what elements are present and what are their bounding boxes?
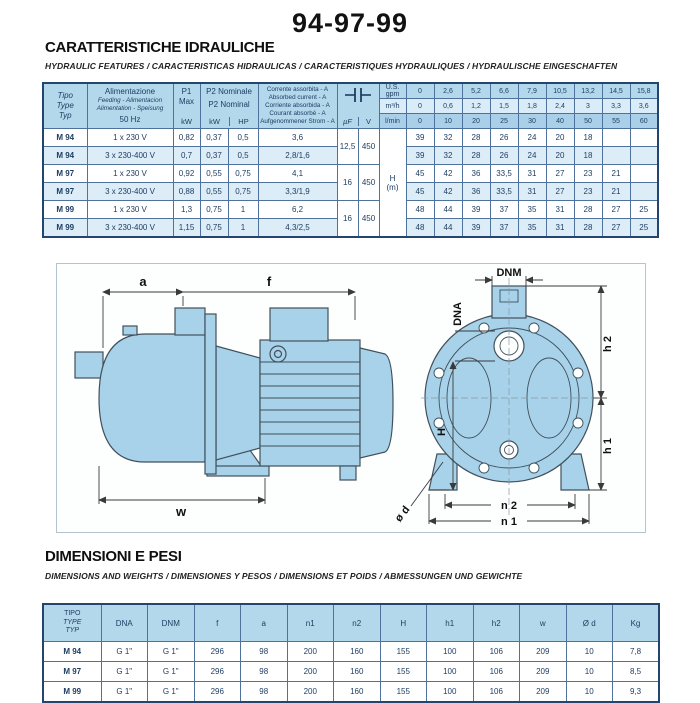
col-tipo	[43, 83, 87, 129]
model-cell: M 94	[43, 147, 87, 165]
cell: 3,3/1,9	[258, 183, 337, 201]
cell: 26	[490, 147, 518, 165]
cell: 28	[574, 201, 602, 219]
cell: 1,3	[173, 201, 200, 219]
cell: 100	[427, 642, 474, 662]
cell: 39	[462, 219, 490, 238]
cell: 21	[602, 183, 630, 201]
flow-value: 5,2	[463, 84, 490, 99]
cell: 7,8	[613, 642, 660, 662]
flow-value: 7,9	[519, 84, 546, 99]
cell: 10	[566, 662, 613, 682]
header-label: Tipo	[57, 91, 73, 100]
dim-label-f: f	[266, 274, 272, 289]
col-flow-7	[602, 83, 630, 129]
pump-drawing	[57, 264, 645, 532]
header-label: Aufgenommener Strom - A	[260, 117, 335, 125]
header-label: TYP	[65, 627, 80, 635]
flow-value: 15,8	[631, 84, 658, 99]
header-label: kW	[201, 117, 230, 126]
cell: G 1"	[148, 662, 195, 682]
flow-value: 10,5	[547, 84, 574, 99]
cell: 450	[358, 129, 379, 165]
cell: 9,3	[613, 682, 660, 703]
cell: 200	[287, 682, 334, 703]
cell: 296	[194, 662, 241, 682]
cell: 21	[602, 165, 630, 183]
flow-value: 0	[407, 84, 434, 99]
flow-value: 60	[631, 114, 658, 128]
cell: 1 x 230 V	[87, 165, 173, 183]
header-label: P1 Max	[178, 87, 195, 106]
col-h2: h2	[473, 604, 520, 642]
cell: 31	[518, 165, 546, 183]
cell: 44	[434, 201, 462, 219]
cell: 45	[406, 183, 434, 201]
cell: 98	[241, 642, 288, 662]
cell: 3 x 230-400 V	[87, 147, 173, 165]
model-cell: M 97	[43, 183, 87, 201]
header-label: Corrente assorbita - A	[266, 86, 329, 94]
cell: 0,37	[200, 147, 228, 165]
cell: 3 x 230-400 V	[87, 219, 173, 238]
flow-value: 55	[603, 114, 630, 128]
cell: 4,1	[258, 165, 337, 183]
cell: 45	[406, 165, 434, 183]
flow-value: 1,5	[491, 99, 518, 114]
cell: 1	[228, 219, 258, 238]
cell: 20	[546, 129, 574, 147]
cell: G 1"	[101, 642, 148, 662]
flow-value: 1,2	[463, 99, 490, 114]
cell: 0,92	[173, 165, 200, 183]
header-label: Alimentazione	[104, 86, 156, 96]
head-label: (m)	[386, 182, 399, 192]
header-label: l/min	[380, 114, 406, 128]
header-label: Type	[56, 101, 74, 110]
model-cell: M 99	[43, 201, 87, 219]
cell: 3 x 230-400 V	[87, 183, 173, 201]
cell: 27	[546, 165, 574, 183]
col-flow-4	[518, 83, 546, 129]
cell: 1 x 230 V	[87, 129, 173, 147]
flow-value: 0,6	[435, 99, 462, 114]
cell: 18	[574, 147, 602, 165]
cell	[630, 183, 658, 201]
flow-value: 3,6	[631, 99, 658, 114]
cell: 296	[194, 682, 241, 703]
header-label: Absorbed current - A	[268, 94, 327, 102]
cell: 98	[241, 682, 288, 703]
pump-side-view	[75, 308, 393, 480]
flow-value: 50	[575, 114, 602, 128]
col-f: f	[194, 604, 241, 642]
cell: 35	[518, 219, 546, 238]
cell: 44	[434, 219, 462, 238]
cell: 0,75	[200, 219, 228, 238]
cell: 0,7	[173, 147, 200, 165]
cell: G 1"	[148, 682, 195, 703]
header-label: m³/h	[380, 99, 406, 114]
cell: 20	[546, 147, 574, 165]
table-row	[43, 201, 658, 219]
col-capacitor	[337, 83, 379, 129]
cell: 200	[287, 642, 334, 662]
cell: 450	[358, 165, 379, 201]
flow-value: 1,8	[519, 99, 546, 114]
flow-value: 3	[575, 99, 602, 114]
cell: 10	[566, 642, 613, 662]
cell: 106	[473, 642, 520, 662]
cell: 1 x 230 V	[87, 201, 173, 219]
flow-value: 10	[435, 114, 462, 128]
hydraulics-table	[42, 82, 659, 238]
cell: 6,2	[258, 201, 337, 219]
cell: 26	[490, 129, 518, 147]
head-label: H	[389, 173, 396, 183]
cell	[602, 147, 630, 165]
technical-drawing-panel	[56, 263, 646, 533]
header-row	[43, 83, 658, 129]
col-n2: n2	[334, 604, 381, 642]
cell: 48	[406, 201, 434, 219]
cell: 37	[490, 219, 518, 238]
cell: 0,37	[200, 129, 228, 147]
flow-value: 30	[519, 114, 546, 128]
flow-value: 2,4	[547, 99, 574, 114]
col-flow-5	[546, 83, 574, 129]
cell: G 1"	[148, 642, 195, 662]
cell: 0,55	[200, 183, 228, 201]
cell: 36	[462, 183, 490, 201]
table-row	[43, 129, 658, 147]
dim-label-n1: n 1	[501, 516, 517, 528]
model-cell: M 97	[43, 165, 87, 183]
cell: 12,5	[337, 129, 358, 165]
header-label: kW	[181, 117, 192, 126]
cell: 0,5	[228, 129, 258, 147]
cell: 48	[406, 219, 434, 238]
col-kg: Kg	[613, 604, 660, 642]
header-label: 50 Hz	[119, 115, 141, 125]
cell: 296	[194, 642, 241, 662]
flow-value: 25	[491, 114, 518, 128]
cell: 98	[241, 662, 288, 682]
cell	[602, 129, 630, 147]
cell: 160	[334, 662, 381, 682]
capacitor-icon	[345, 88, 371, 102]
cell: 100	[427, 682, 474, 703]
header-label: U.S. gpm	[380, 84, 406, 99]
cell: 160	[334, 642, 381, 662]
cell	[630, 147, 658, 165]
dim-label-n2: n 2	[501, 500, 517, 512]
header-label: µF	[338, 117, 359, 126]
cell: 25	[630, 201, 658, 219]
col-flow-6	[574, 83, 602, 129]
cell: G 1"	[101, 682, 148, 703]
cell: 35	[518, 201, 546, 219]
flow-value: 40	[547, 114, 574, 128]
cell: 155	[380, 662, 427, 682]
col-p1max	[173, 83, 200, 129]
col-alimentazione	[87, 83, 173, 129]
header-label: Alimentation - Speisung	[96, 104, 164, 112]
cell: 32	[434, 147, 462, 165]
col-flow-3	[490, 83, 518, 129]
flow-value: 2,6	[435, 84, 462, 99]
cell	[630, 165, 658, 183]
header-label: P2 Nominale	[206, 87, 252, 96]
cell: 25	[630, 219, 658, 238]
dim-label-dna: DNA	[452, 302, 464, 326]
cell: 24	[518, 129, 546, 147]
flow-value: 3,3	[603, 99, 630, 114]
cell: 0,75	[228, 183, 258, 201]
cell: 3,6	[258, 129, 337, 147]
dim-label-dnm: DNM	[496, 267, 522, 279]
table-row	[43, 662, 659, 682]
dim-label-a: a	[139, 274, 147, 289]
header-label: Courant absorbé - A	[269, 109, 326, 117]
flow-value: 20	[463, 114, 490, 128]
cell: 209	[520, 682, 567, 703]
col-w: w	[520, 604, 567, 642]
dim-label-H: H	[436, 428, 448, 436]
dimensions-heading: DIMENSIONI E PESI	[45, 548, 182, 565]
cell: 27	[602, 219, 630, 238]
cell: 0,5	[228, 147, 258, 165]
table-row	[43, 642, 659, 662]
flow-value: 6,6	[491, 84, 518, 99]
header-label: TYPE	[63, 618, 82, 626]
cell: 33,5	[490, 165, 518, 183]
cell: 0,82	[173, 129, 200, 147]
cell: 16	[337, 201, 358, 238]
cell: 18	[574, 129, 602, 147]
hydraulics-heading: CARATTERISTICHE IDRAULICHE	[45, 39, 275, 56]
col-flow-8	[630, 83, 658, 129]
flow-value: 0	[407, 99, 434, 114]
cell: 10	[566, 682, 613, 703]
cell: 39	[462, 201, 490, 219]
col-od: Ø d	[566, 604, 613, 642]
model-cell: M 94	[43, 129, 87, 147]
header-label: Feeding - Alimentacion	[97, 96, 163, 104]
cell: 23	[574, 183, 602, 201]
header-row	[43, 604, 659, 642]
cell: 31	[546, 201, 574, 219]
head-unit-cell	[379, 129, 406, 238]
col-absorbed-current	[258, 83, 337, 129]
col-flow-units	[379, 83, 406, 129]
dimensions-table	[42, 603, 660, 703]
cell: 0,55	[200, 165, 228, 183]
header-label: Typ	[58, 111, 72, 120]
cell: 28	[462, 129, 490, 147]
table-row	[43, 682, 659, 703]
dimensions-subheading: DIMENSIONS AND WEIGHTS / DIMENSIONES Y PESOS / DIMENSIONS ET POIDS / ABMESSUNGEN UND GEWICHTE	[45, 571, 523, 581]
header-label: P2 Nominal	[208, 99, 250, 109]
page-title: 94-97-99	[291, 8, 409, 38]
col-tipo	[43, 604, 101, 642]
table-row	[43, 165, 658, 183]
model-cell: M 94	[43, 642, 101, 662]
cell: 106	[473, 662, 520, 682]
cell: 31	[518, 183, 546, 201]
flow-value: 0	[407, 114, 434, 128]
dim-label-od: ø d	[392, 503, 413, 525]
cell: 39	[406, 129, 434, 147]
cell: 155	[380, 682, 427, 703]
header-label: V	[365, 117, 371, 126]
cell: 160	[334, 682, 381, 703]
col-n1: n1	[287, 604, 334, 642]
cell: 32	[434, 129, 462, 147]
header-label: Corriente absorbida - A	[265, 102, 330, 110]
cell: 209	[520, 662, 567, 682]
cell: 8,5	[613, 662, 660, 682]
col-h1: h1	[427, 604, 474, 642]
dim-label-h2: h 2	[602, 336, 614, 352]
cell: 36	[462, 165, 490, 183]
cell: 33,5	[490, 183, 518, 201]
cell: 23	[574, 165, 602, 183]
cell: 450	[358, 201, 379, 238]
hydraulics-subheading: HYDRAULIC FEATURES / CARACTERISTICAS HIDRAULICAS / CARACTERISTIQUES HYDRAULIQUES / HYDRAULISCHE EINGESCHAFTEN	[45, 61, 618, 71]
col-dnm: DNM	[148, 604, 195, 642]
cell: 27	[602, 201, 630, 219]
cell: 1,15	[173, 219, 200, 238]
cell: 209	[520, 642, 567, 662]
cell: 37	[490, 201, 518, 219]
model-cell: M 99	[43, 682, 101, 703]
cell: 1	[228, 201, 258, 219]
col-H: H	[380, 604, 427, 642]
cell: 0,75	[228, 165, 258, 183]
cell: 200	[287, 662, 334, 682]
cell: 39	[406, 147, 434, 165]
cell: G 1"	[101, 662, 148, 682]
cell: 42	[434, 165, 462, 183]
header-label: HP	[238, 117, 249, 126]
cell: 0,88	[173, 183, 200, 201]
col-flow-2	[462, 83, 490, 129]
cell: 100	[427, 662, 474, 682]
cell: 0,75	[200, 201, 228, 219]
cell: 28	[462, 147, 490, 165]
flow-value: 13,2	[575, 84, 602, 99]
cell: 31	[546, 219, 574, 238]
cell: 2,8/1,6	[258, 147, 337, 165]
dim-label-h1: h 1	[602, 438, 614, 454]
cell	[630, 129, 658, 147]
cell: 24	[518, 147, 546, 165]
cell: 106	[473, 682, 520, 703]
cell: 27	[546, 183, 574, 201]
col-flow-1	[434, 83, 462, 129]
flow-value: 14,5	[603, 84, 630, 99]
model-cell: M 97	[43, 662, 101, 682]
header-label: TIPO	[64, 609, 81, 617]
model-cell: M 99	[43, 219, 87, 238]
cell: 155	[380, 642, 427, 662]
cell: 28	[574, 219, 602, 238]
col-p2nominal	[200, 83, 258, 129]
cell: 4,3/2,5	[258, 219, 337, 238]
cell: 16	[337, 165, 358, 201]
col-dna: DNA	[101, 604, 148, 642]
cell: 42	[434, 183, 462, 201]
dim-label-w: w	[175, 504, 187, 519]
col-flow-0	[406, 83, 434, 129]
col-a: a	[241, 604, 288, 642]
